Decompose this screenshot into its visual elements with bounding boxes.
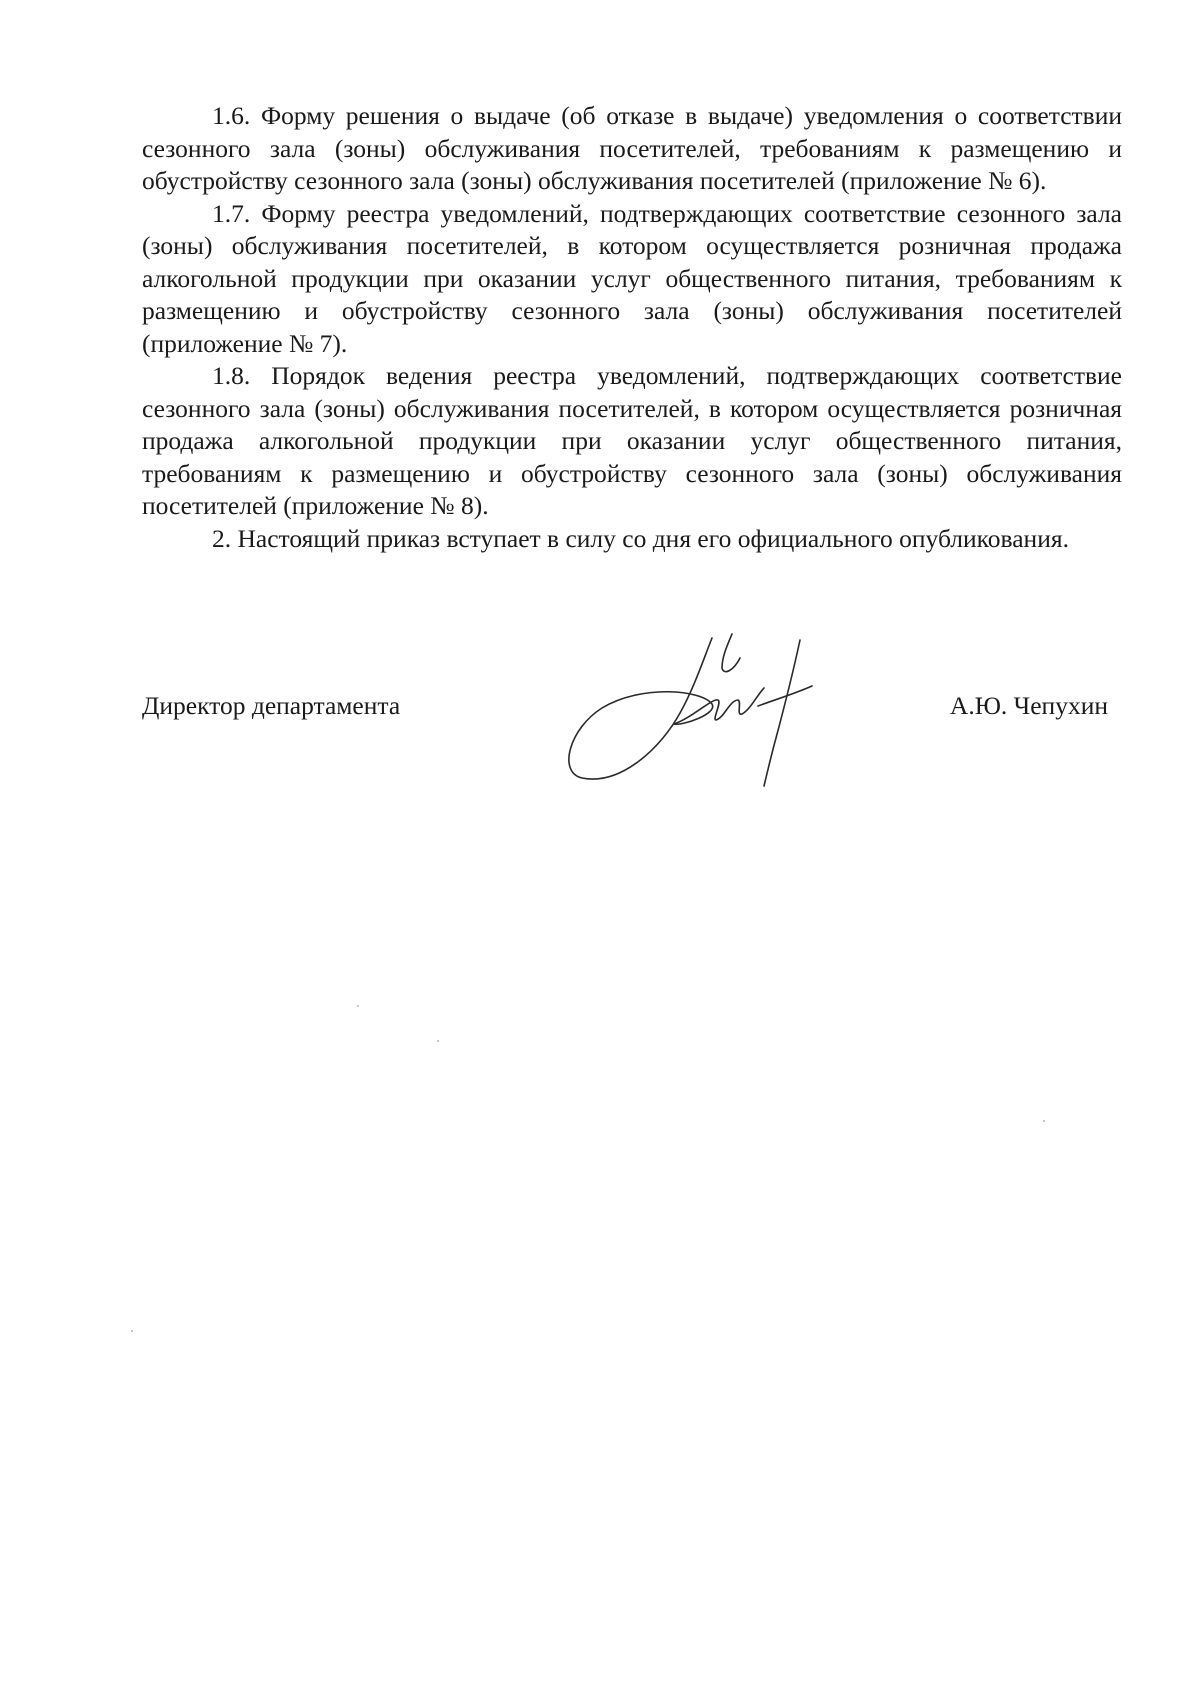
scan-speck [1043,1120,1045,1122]
document-body [142,100,1122,555]
signatory-position: Директор департамента [142,691,401,720]
paragraph-1-7: 1.7. Форму реестра уведомлений, подтверждающих соответствие сезонного зала (зоны) обслуживания посетителей, в котором осуществляется розничная продажа алкогольной продукции при оказании услуг общественного питания, требованиям к размещению и обустройству сезонного зала (зоны) обслуживания посетителей (приложение № 7). [142,198,1122,358]
paragraph-2: 2. Настоящий приказ вступает в силу со дня его официального опубликования. [212,523,1069,553]
scan-speck [131,1330,133,1332]
scan-speck [437,1040,439,1042]
handwritten-signature-icon [562,628,862,788]
signatory-name: А.Ю. Чепухин [949,691,1108,720]
paragraph-1-6: 1.6. Форму решения о выдаче (об отказе в выдаче) уведомления о соответствии сезонного зала (зоны) обслуживания посетителей, требованиям к размещению и обустройству сезонного зала (зоны) обслуживания посетителей (приложение № 6). [142,101,1122,195]
paragraph-1-8: 1.8. Порядок ведения реестра уведомлений, подтверждающих соответствие сезонного зала (зоны) обслуживания посетителей, в котором осуществляется розничная продажа алкогольной продукции при оказании услуг общественного питания, требованиям к размещению и обустройству сезонного зала (зоны) обслуживания посетителей (приложение № 8). [142,361,1122,520]
scan-speck [357,1005,359,1007]
